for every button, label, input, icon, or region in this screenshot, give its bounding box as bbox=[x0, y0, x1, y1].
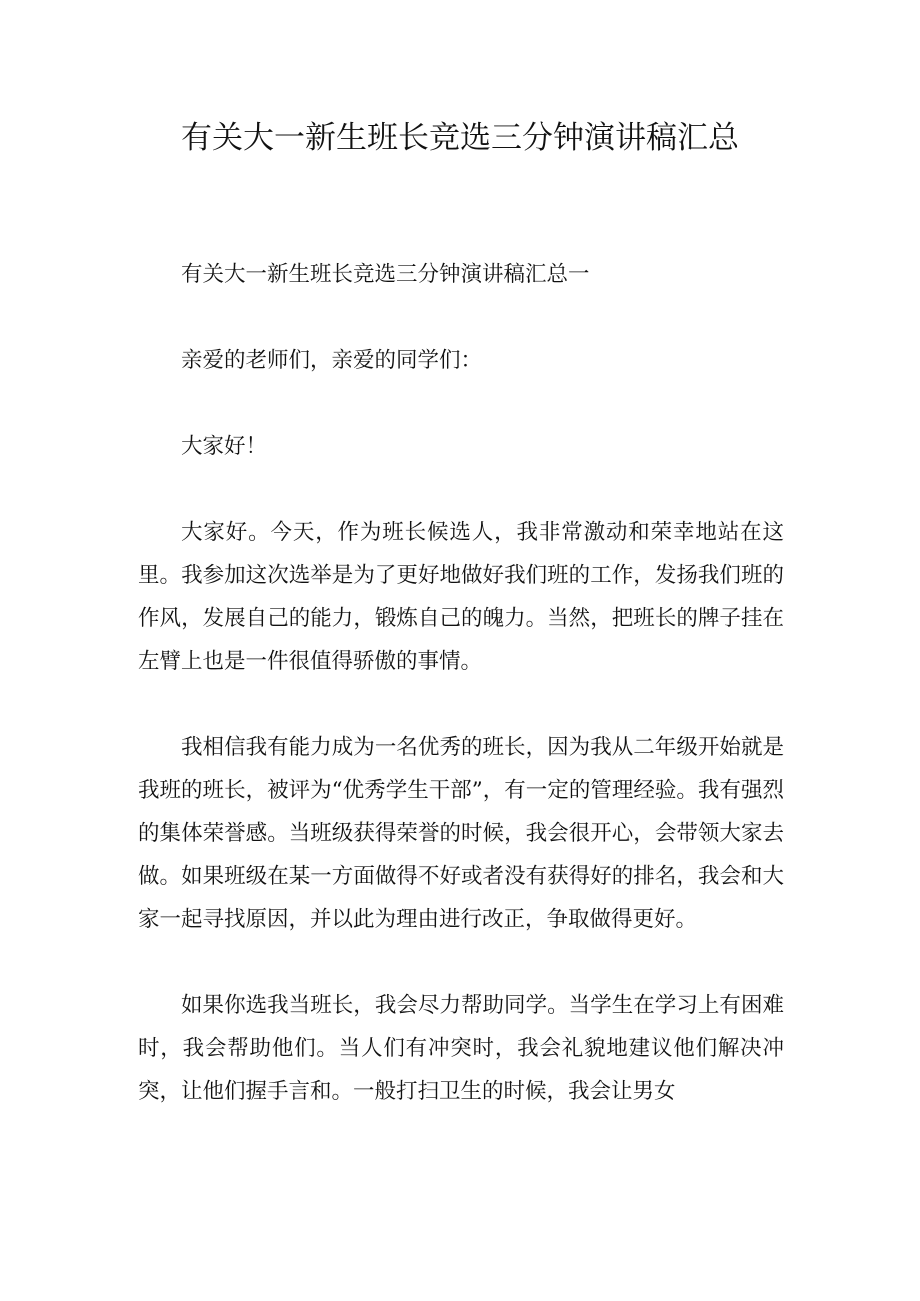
paragraph-intro: 大家好。今天，作为班长候选人，我非常激动和荣幸地站在这里。我参加这次选举是为了更好地做好我们班的工作，发扬我们班的作风，发展自己的能力，锻炼自己的魄力。当然，把班长的牌子挂在左臂上也是一件很值得骄傲的事情。 bbox=[138, 520, 784, 674]
paragraph-subtitle: 有关大一新生班长竞选三分钟演讲稿汇总一 bbox=[181, 262, 590, 287]
paragraph-greeting: 大家好！ bbox=[181, 434, 268, 459]
paragraph-experience: 我相信我有能力成为一名优秀的班长，因为我从二年级开始就是我班的班长，被评为“优秀学生干部”，有一定的管理经验。我有强烈的集体荣誉感。当班级获得荣誉的时候，我会很开心，会带领大家去做。如果班级在某一方面做得不好或者没有获得好的排名，我会和大家一起寻找原因，并以此为理由进行改正，争取做得更好。 bbox=[138, 735, 784, 932]
document-title: 有关大一新生班长竞选三分钟演讲稿汇总 bbox=[181, 120, 739, 156]
paragraph-salutation: 亲爱的老师们，亲爱的同学们： bbox=[181, 348, 483, 373]
paragraph-promise: 如果你选我当班长，我会尽力帮助同学。当学生在学习上有困难时，我会帮助他们。当人们有冲突时，我会礼貌地建议他们解决冲突，让他们握手言和。一般打扫卫生的时候，我会让男女 bbox=[138, 993, 784, 1104]
document-body bbox=[138, 253, 784, 1156]
